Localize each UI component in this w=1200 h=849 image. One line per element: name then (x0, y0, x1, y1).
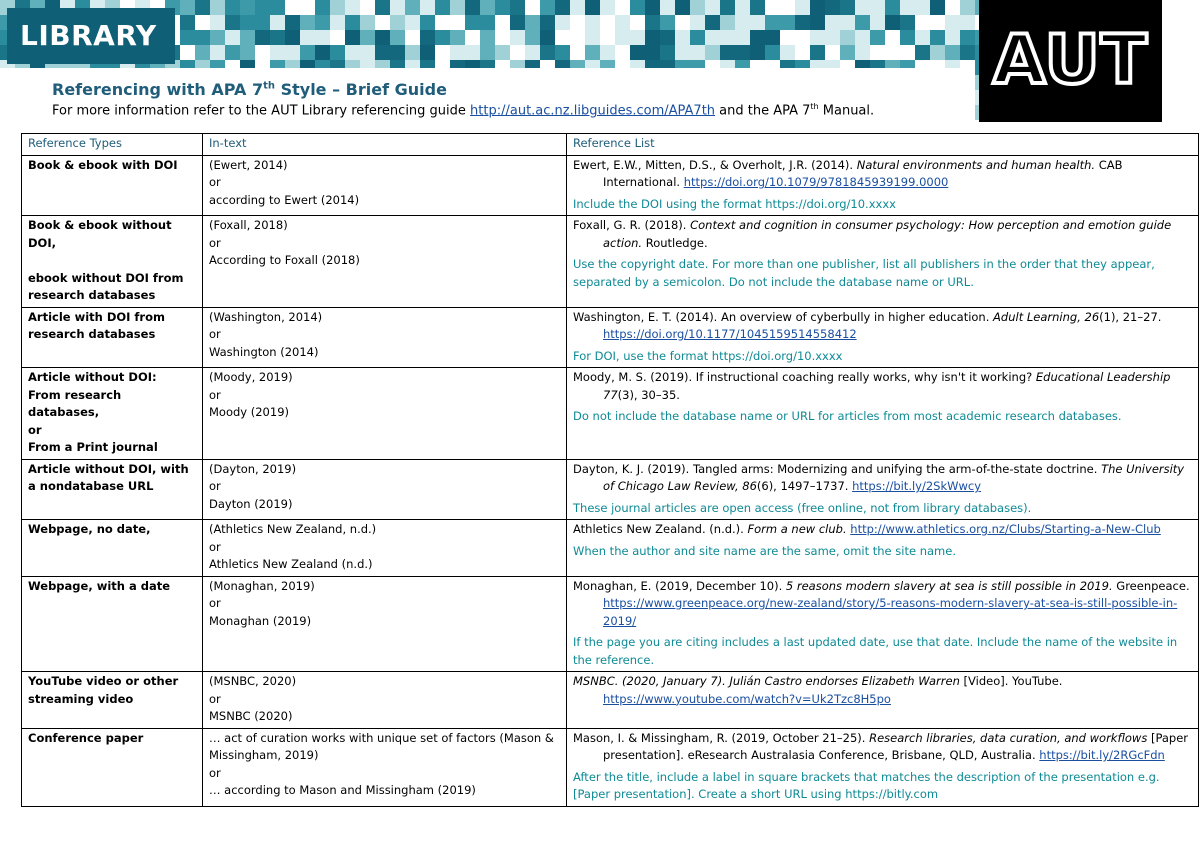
reference-text: Mason, I. & Missingham, R. (2019, October 21–25). (573, 730, 870, 745)
reference-type-line: or (28, 422, 42, 437)
reference-note: Include the DOI using the format https://doi.org/10.xxxx (573, 196, 896, 211)
intext-line: or (209, 539, 221, 554)
guide-info: For more information refer to the AUT Library referencing guide http://aut.ac.nz.libguides.com/APA7th and the APA 7th Manual. (52, 102, 875, 119)
reference-entry (573, 157, 1192, 192)
reference-list-cell (567, 459, 1199, 520)
intext-line: according to Ewert (2014) (209, 192, 360, 207)
reference-list-cell (567, 576, 1199, 672)
reference-note: These journal articles are open access (free online, not from library databases). (573, 500, 1032, 515)
reference-text: Dayton, K. J. (2019). Tangled arms: Modernizing and unifying the arm-of-the-state doctrine. (573, 461, 1102, 476)
reference-link[interactable]: https://doi.org/10.1177/1045159514558412 (603, 327, 857, 341)
aut-logo (979, 0, 1162, 122)
library-label: LIBRARY (7, 8, 175, 64)
intext-cell (203, 216, 567, 308)
reference-note: When the author and site name are the same, omit the site name. (573, 543, 956, 558)
reference-title: Educational Leadership 77 (603, 370, 1171, 402)
reference-type-line: Book & ebook with DOI (28, 157, 178, 172)
intext-cell (203, 576, 567, 672)
reference-type-cell (22, 459, 203, 520)
reference-link[interactable]: https://doi.org/10.1079/9781845939199.0000 (683, 175, 949, 189)
reference-type-cell (22, 576, 203, 672)
intext-cell (203, 728, 567, 806)
reference-title: Adult Learning, 26 (993, 309, 1100, 324)
reference-type-cell (22, 216, 203, 308)
reference-entry (573, 673, 1192, 708)
reference-type-line: Webpage, with a date (28, 578, 171, 593)
intext-line: Moody (2019) (209, 405, 289, 419)
reference-entry (573, 461, 1192, 496)
reference-text: CAB International. (603, 157, 1123, 189)
reference-entry (573, 521, 1192, 539)
reference-link[interactable]: https://bit.ly/2SkWwcy (852, 479, 982, 493)
column-header: Reference Types (22, 134, 203, 156)
intext-line: (Dayton, 2019) (209, 461, 297, 476)
reference-list-cell (567, 520, 1199, 577)
table-header-row (22, 134, 1199, 156)
intext-line: (Moody, 2019) (209, 370, 293, 384)
reference-text: Athletics New Zealand. (n.d.). (573, 522, 748, 536)
intext-line: … act of curation works with unique set of factors (Mason & Missingham, 2019) (209, 730, 554, 762)
reference-table (21, 133, 1199, 807)
reference-type-line: Webpage, no date, (28, 522, 151, 536)
reference-title: Form a new club. (747, 522, 847, 536)
intext-cell (203, 155, 567, 216)
reference-entry (573, 578, 1192, 631)
intext-line: According to Foxall (2018) (209, 253, 360, 267)
table-row (22, 520, 1199, 577)
reference-list-cell (567, 728, 1199, 806)
intext-line: … according to Mason and Missingham (2019) (209, 783, 476, 797)
table-row (22, 576, 1199, 672)
intext-line: or (209, 691, 221, 706)
intext-line: or (209, 235, 221, 250)
intext-line: Athletics New Zealand (n.d.) (209, 557, 373, 571)
reference-text: (3), 30–35. (617, 387, 680, 402)
intext-line: (Athletics New Zealand, n.d.) (209, 522, 377, 536)
reference-type-line: Book & ebook without DOI, (28, 218, 172, 250)
intext-line: Monaghan (2019) (209, 613, 312, 628)
intext-line: or (209, 479, 221, 493)
reference-type-line: YouTube video or other streaming video (28, 674, 179, 706)
intext-line: (Ewert, 2014) (209, 157, 288, 172)
intext-line: or (209, 765, 221, 780)
intext-line: (Foxall, 2018) (209, 218, 288, 232)
reference-list-cell (567, 307, 1199, 368)
reference-type-line: From research databases, (28, 387, 122, 419)
reference-text: Monaghan, E. (2019, December 10). (573, 578, 786, 593)
reference-title: 5 reasons modern slavery at sea is still possible in 2019. (785, 578, 1113, 593)
reference-link[interactable]: https://bit.ly/2RGcFdn (1039, 748, 1165, 762)
header-text (0, 68, 975, 122)
reference-type-cell (22, 672, 203, 729)
column-header: Reference List (567, 134, 1199, 156)
table-row (22, 155, 1199, 216)
intext-line: (MSNBC, 2020) (209, 674, 297, 688)
table-row (22, 459, 1199, 520)
reference-type-line (28, 252, 196, 270)
intext-line: or (209, 387, 221, 402)
reference-type-cell (22, 307, 203, 368)
table-row (22, 216, 1199, 308)
intext-cell (203, 520, 567, 577)
reference-note: Use the copyright date. For more than one publisher, list all publishers in the order that they appear, separated by a semicolon. Do not include the database name or URL. (573, 257, 1155, 289)
reference-title: MSNBC. (2020, January 7). Julián Castro endorses Elizabeth Warren (573, 674, 960, 688)
table-row (22, 368, 1199, 460)
reference-type-line: Article without DOI, with a nondatabase URL (28, 461, 189, 493)
intext-cell (203, 459, 567, 520)
reference-text: (1), 21–27. (1099, 309, 1162, 324)
reference-title: Natural environments and human health. (856, 157, 1096, 172)
column-header: In-text (203, 134, 567, 156)
intext-line: or (209, 327, 221, 341)
reference-type-cell (22, 368, 203, 460)
reference-link[interactable]: https://www.greenpeace.org/new-zealand/story/5-reasons-modern-slavery-at-sea-is-still-possible-in-2019/ (603, 596, 1178, 628)
reference-link[interactable]: http://www.athletics.org.nz/Clubs/Starting-a-New-Club (850, 522, 1161, 536)
reference-type-line: From a Print journal (28, 440, 158, 454)
intext-cell (203, 368, 567, 460)
intext-line: or (209, 596, 221, 610)
reference-title: Research libraries, data curation, and workflows (869, 730, 1148, 745)
page-title: Referencing with APA 7th Style – Brief Guide (52, 80, 447, 99)
intext-cell (203, 672, 567, 729)
reference-list-cell (567, 672, 1199, 729)
reference-list-cell (567, 368, 1199, 460)
reference-entry (573, 309, 1192, 344)
reference-entry (573, 217, 1192, 252)
reference-text: Foxall, G. R. (2018). (573, 218, 691, 232)
intext-line: (Washington, 2014) (209, 309, 323, 324)
reference-text: (6), 1497–1737. (756, 479, 853, 493)
reference-type-line: Article with DOI from research databases (28, 309, 165, 341)
table-row (22, 728, 1199, 806)
table-row (22, 307, 1199, 368)
intext-line: or (209, 175, 221, 189)
apa-guide-link[interactable]: http://aut.ac.nz.libguides.com/APA7th (470, 103, 716, 119)
reference-note: For DOI, use the format https://doi.org/10.xxxx (573, 348, 843, 363)
reference-type-line: Article without DOI: (28, 370, 157, 384)
reference-text: Washington, E. T. (2014). An overview of cyberbully in higher education. (573, 309, 994, 324)
reference-note: After the title, include a label in square brackets that matches the description of the presentation e.g. [Paper presentation]. Create a short URL using https://bitly.com (573, 769, 1160, 801)
reference-list-cell (567, 216, 1199, 308)
reference-note: If the page you are citing includes a last updated date, use that date. Include the name of the website in the reference. (573, 635, 1178, 667)
intext-line: MSNBC (2020) (209, 709, 293, 723)
aut-logo-text: AUT (992, 21, 1149, 100)
reference-text: Routledge. (642, 235, 708, 250)
reference-text: Greenpeace. (1112, 578, 1190, 593)
reference-type-cell (22, 520, 203, 577)
reference-type-line: Conference paper (28, 730, 144, 745)
reference-type-cell (22, 155, 203, 216)
reference-entry (573, 730, 1192, 765)
reference-entry (573, 369, 1192, 404)
reference-title: Context and cognition in consumer psychology: How perception and emotion guide action. (603, 218, 1172, 250)
reference-link[interactable]: https://www.youtube.com/watch?v=Uk2Tzc8H5po (603, 691, 891, 706)
table-row (22, 672, 1199, 729)
intext-cell (203, 307, 567, 368)
intext-line: Washington (2014) (209, 344, 319, 359)
reference-note: Do not include the database name or URL for articles from most academic research databases. (573, 409, 1122, 423)
intext-line: (Monaghan, 2019) (209, 578, 315, 593)
reference-title: The University of Chicago Law Review, 86 (603, 461, 1185, 493)
reference-text: [Video]. YouTube. (959, 674, 1063, 688)
reference-type-cell (22, 728, 203, 806)
reference-text: Ewert, E.W., Mitten, D.S., & Overholt, J.R. (2014). (573, 157, 857, 172)
reference-type-line: ebook without DOI from research databases (28, 270, 184, 302)
reference-text: [Paper presentation]. eResearch Australasia Conference, Brisbane, QLD, Australia. (603, 730, 1189, 762)
reference-text: Moody, M. S. (2019). If instructional coaching really works, why isn't it working? (573, 370, 1036, 384)
reference-list-cell (567, 155, 1199, 216)
intext-line: Dayton (2019) (209, 496, 293, 511)
